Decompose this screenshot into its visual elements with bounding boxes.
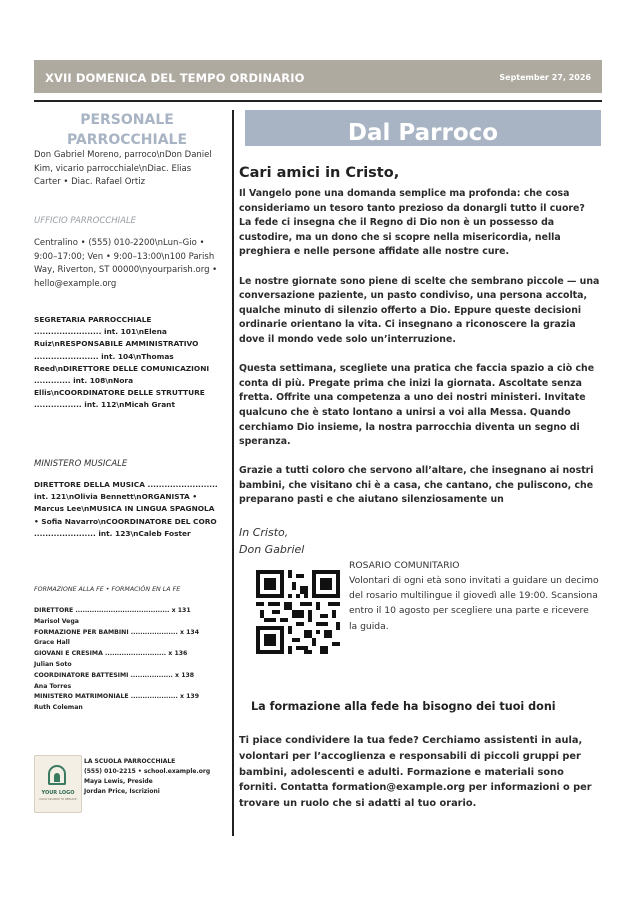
- list-item: Grace Hall: [34, 639, 70, 647]
- list-item: Julian Soto: [34, 660, 72, 668]
- letter-paragraph: La fede ci insegna che il Regno di Dio non è un possesso da custodire, ma un dono che si scopre nella misericordia, nella preghiera e nelle persone affidate alle nostre cure.: [239, 217, 561, 258]
- letter-paragraph: Il Vangelo pone una domanda semplice ma profonda: che cosa consideriamo un tesoro tanto prezioso da donargli tutto il cuore?: [239, 188, 585, 214]
- office-heading: UFFICIO PARROCCHIALE: [34, 216, 137, 226]
- list-item: Ana Torres: [34, 682, 72, 690]
- liturgical-title: XVII DOMENICA DEL TEMPO ORDINARIO: [45, 71, 305, 85]
- pastor-heading-band: [245, 110, 601, 146]
- list-item: DIRETTORE ........................................ x 131: [34, 607, 191, 614]
- staff-heading: PERSONALE PARROCCHIALE: [66, 112, 188, 144]
- letter-greeting: Cari amici in Cristo,: [239, 165, 400, 181]
- letter-signoff: [239, 524, 304, 558]
- closing: In Cristo,: [239, 526, 289, 539]
- list-item: FORMAZIONE PER BAMBINI .................... x 134: [34, 628, 200, 636]
- school-enrollment: Jordan Price, Iscrizioni: [84, 788, 160, 795]
- formation-callout-title: La formazione alla fede ha bisogno dei tuoi doni: [251, 700, 556, 713]
- pastor-heading: Dal Parroco: [347, 120, 499, 146]
- list-item: COORDINATORE BATTESIMI .................. x 138: [34, 671, 195, 679]
- music-heading: MINISTERO MUSICALE: [34, 459, 128, 469]
- logo-tagline: CLICK OR DROP TO REPLACE: [39, 798, 77, 801]
- header-banner: [34, 60, 602, 93]
- list-item: Marisol Vega: [34, 617, 79, 625]
- list-item: Ruth Coleman: [34, 704, 83, 712]
- letter-paragraph: Questa settimana, scegliete una pratica che faccia spazio a ciò che conta di più. Pregate prima che inizi la giornata. Ascoltate senza fretta. Offrite una competenza a uno dei nostri ministeri. Invitate qualcuno che è stato lontano a unirsi a voi alla Messa. Quando cerchiamo Dio insieme, la nostra parrocchia diventa un segno di speranza.: [239, 363, 595, 448]
- formation-list: [34, 606, 220, 714]
- letter-paragraph: Le nostre giornate sono piene di scelte che sembrano piccole — una conversazione paziente, un pasto condiviso, una persona accolta, qualche minuto di silenzio offerto a Dio. Eppure queste decisioni ordinarie orientano la vita. Ci insegnano a riconoscere la grazia dove il mondo vede solo un’interruzione.: [239, 275, 600, 345]
- school-name: LA SCUOLA PARROCCHIALE: [84, 758, 176, 765]
- school-principal: Maya Lewis, Preside: [84, 778, 153, 785]
- school-logo: [34, 755, 82, 813]
- school-info: [84, 757, 234, 797]
- formation-heading: FORMAZIONE ALLA FE • FORMACIÓN EN LA FE: [34, 586, 181, 593]
- school-contact: (555) 010-2215 • school.example.org: [84, 768, 211, 775]
- logo-door: [54, 773, 60, 782]
- list-item: GIOVANI E CRESIMA .......................... x 136: [34, 650, 188, 658]
- column-divider: [232, 110, 234, 836]
- pastor-letter: [239, 187, 601, 508]
- rosary-text: Volontari di ogni età sono invitati a guidare un decimo del rosario multilingue il giovedì alle 19:00. Scansiona entro il 10 agosto per scegliere una parte e ricevere la guida.: [349, 575, 599, 632]
- staff-extensions: SEGRETARIA PARROCCHIALE ........................ int. 101\nElena Ruiz\nRESPONSABILE AMMINISTRATIVO ....................... int. 104\nThomas Reed\nDIRETTORE DELLE COMUNICAZIONI ............. int. 108\nNora Ellis\nCOORDINATORE DELLE STRUTTURE ................. int. 112\nMicah Grant: [34, 315, 210, 410]
- qr-code-icon[interactable]: [256, 570, 340, 654]
- header-divider: [34, 100, 602, 102]
- staff-list: Don Gabriel Moreno, parroco\nDon Daniel Kim, vicario parrocchiale\nDiac. Elias Carter • Diac. Rafael Ortiz: [34, 150, 212, 187]
- rosary-title: ROSARIO COMUNITARIO: [349, 560, 460, 571]
- letter-paragraph: Grazie a tutti coloro che servono all’altare, che insegnano ai nostri bambini, che visitano chi è a casa, che cantano, che puliscono, che preparano pasti e che aiutano silenziosamente un: [239, 465, 594, 506]
- music-staff: DIRETTORE DELLA MUSICA ......................... int. 121\nOlivia Bennett\nORGANISTA • Marcus Lee\nMUSICA IN LINGUA SPAGNOLA • Sofia Navarro\nCOORDINATORE DEL CORO ...................... int. 123\nCaleb Foster: [34, 480, 218, 538]
- logo-name: YOUR LOGO: [41, 790, 75, 796]
- bulletin-date: September 27, 2026: [499, 73, 591, 82]
- office-info: Centralino • (555) 010-2200\nLun–Gio • 9:00–17:00; Ven • 9:00–13:00\n100 Parish Way, Riverton, ST 00000\nyourparish.org • hello@example.org: [34, 238, 218, 289]
- signature: Don Gabriel: [239, 543, 305, 556]
- list-item: MINISTERO MATRIMONIALE .................... x 139: [34, 693, 200, 701]
- formation-callout-text: Ti piace condividere la tua fede? Cerchiamo assistenti in aula, volontari per l’accoglienza e responsabili di piccoli gruppi per bambini, adolescenti e adulti. Formazione e materiali sono forniti. Contatta formation@example.org per informazioni o per trovare un ruolo che si adatti al tuo orario.: [239, 735, 592, 810]
